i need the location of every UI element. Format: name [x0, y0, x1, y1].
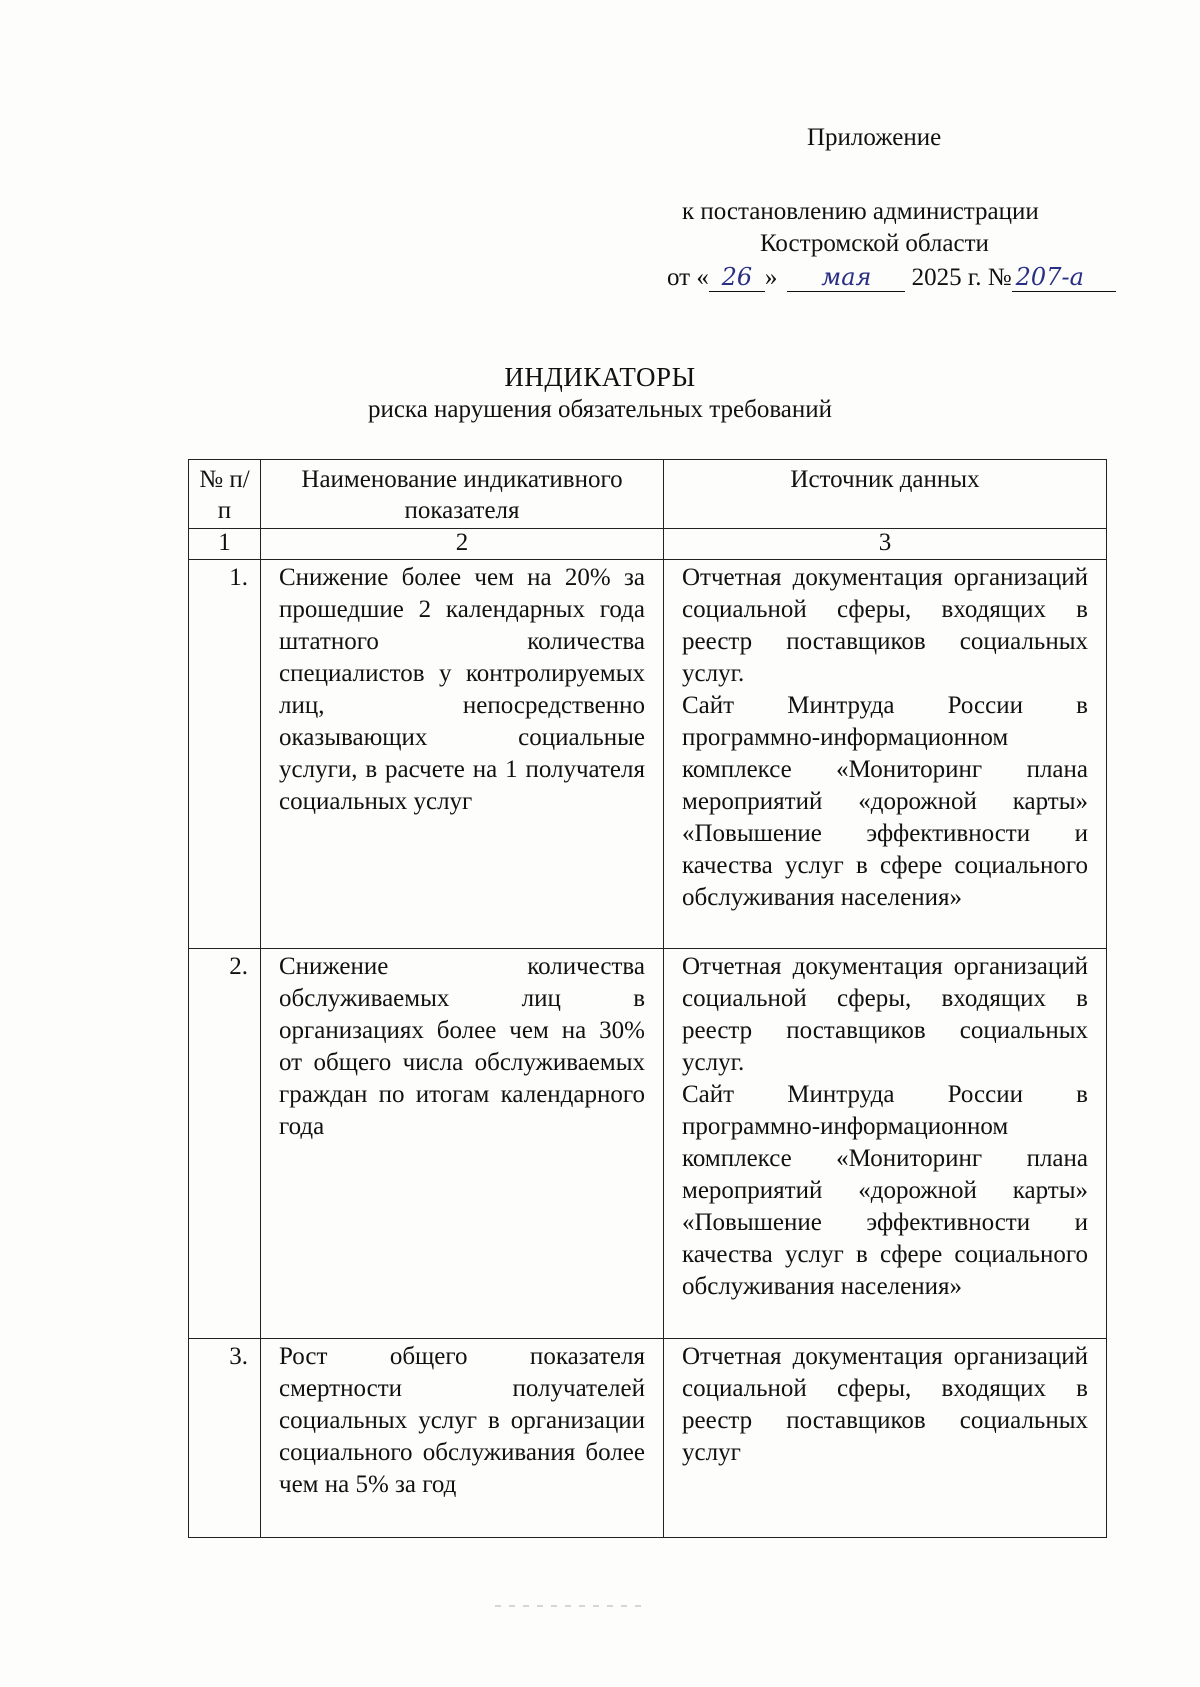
source-text: Отчетная документация организаций социальной сферы, входящих в реестр поставщиков социальных услуг. [682, 953, 1088, 1076]
handwritten-month: мая [787, 263, 905, 292]
header-num: № п/п [189, 460, 261, 529]
appendix-label: Приложение [807, 124, 942, 151]
source-cell [664, 949, 1107, 1339]
handwritten-decree-number: 207-а [1012, 263, 1116, 292]
indicator-text: Рост общего показателя смертности получателей социальных услуг в организации социального обслуживания более чем на 5% за год [279, 1343, 645, 1498]
date-year: 2025 г. № [911, 264, 1012, 291]
column-number: 2 [261, 529, 664, 560]
indicator-cell [261, 560, 664, 949]
header-indicator: Наименование индикативного показателя [261, 460, 664, 529]
indicator-text: Снижение количества обслуживаемых лиц в организациях более чем на 30% от общего числа обслуживаемых граждан по итогам календарного года [279, 953, 645, 1140]
source-text: Отчетная документация организаций социальной сферы, входящих в реестр поставщиков социальных услуг [682, 1343, 1088, 1466]
row-number: 2. [189, 949, 261, 1339]
row-number: 3. [189, 1339, 261, 1538]
row-number: 1. [189, 560, 261, 949]
header-source: Источник данных [664, 460, 1107, 529]
source-text: Сайт Минтруда России в программно-информационном комплексе «Мониторинг плана мероприятий «дорожной карты» «Повышение эффективности и качества услуг в сфере социального обслуживания населения» [682, 1081, 1088, 1300]
table-header-row [189, 460, 1107, 529]
column-number: 3 [664, 529, 1107, 560]
handwritten-day: 26 [709, 263, 765, 292]
date-mid: » [764, 264, 778, 291]
scan-artifact [495, 1605, 645, 1607]
source-text: Сайт Минтруда России в программно-информационном комплексе «Мониторинг плана мероприятий «дорожной карты» «Повышение эффективности и качества услуг в сфере социального обслуживания населения» [682, 692, 1088, 911]
source-cell [664, 1339, 1107, 1538]
indicator-cell [261, 1339, 664, 1538]
column-numbers-row [189, 529, 1107, 560]
document-title: ИНДИКАТОРЫ [504, 362, 696, 392]
table-row [189, 560, 1107, 949]
decree-date-line [667, 263, 1116, 292]
table-row [189, 949, 1107, 1339]
indicator-text: Снижение более чем на 20% за прошедшие 2 календарных года штатного количества специалистов у контролируемых лиц, непосредственно оказывающих социальные услуги, в расчете на 1 получателя социальных услуг [279, 564, 645, 815]
decree-line-1: к постановлению администрации [682, 198, 1039, 225]
column-number: 1 [189, 529, 261, 560]
date-prefix: от « [667, 264, 709, 291]
document-subtitle: риска нарушения обязательных требований [367, 396, 833, 423]
decree-line-2: Костромской области [760, 230, 989, 257]
source-text: Отчетная документация организаций социальной сферы, входящих в реестр поставщиков социальных услуг. [682, 564, 1088, 687]
source-cell [664, 560, 1107, 949]
table-row [189, 1339, 1107, 1538]
indicators-table [188, 459, 1107, 1538]
indicator-cell [261, 949, 664, 1339]
